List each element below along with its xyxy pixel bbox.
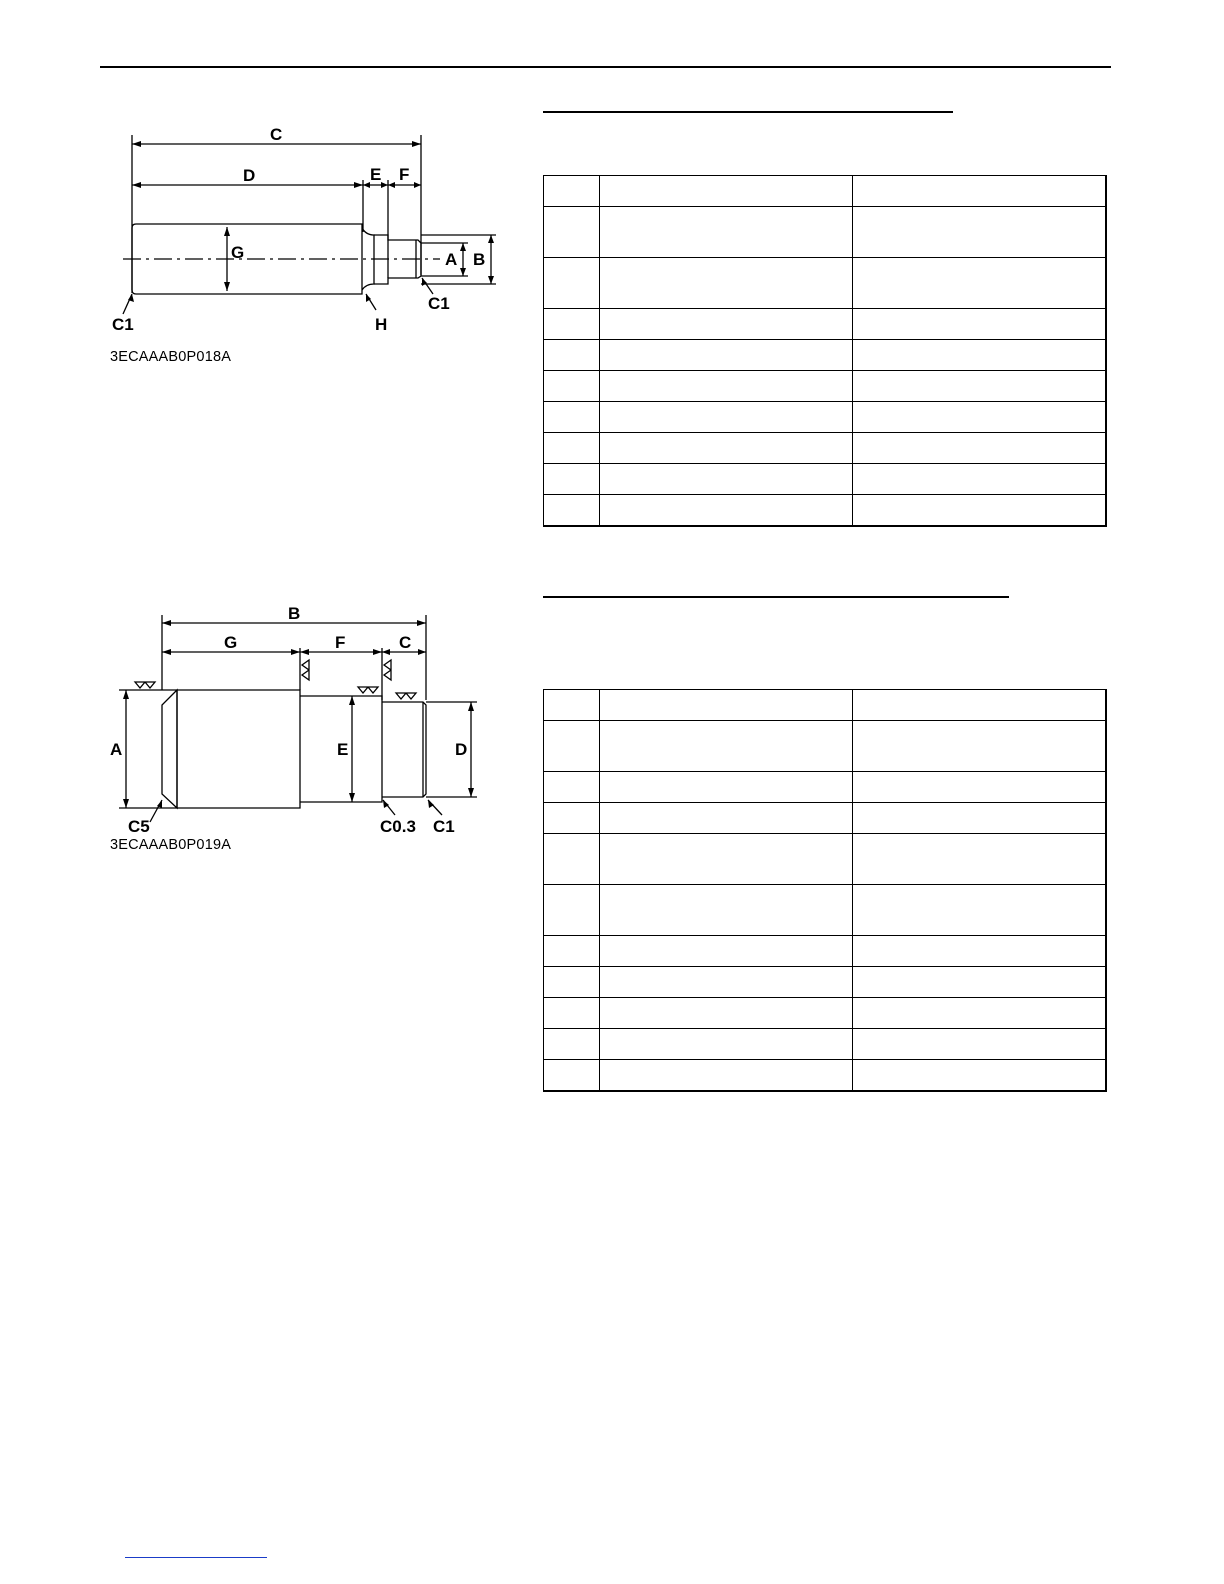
table-row [544, 936, 1106, 967]
table-header-row [544, 176, 1106, 207]
table-cell [600, 258, 853, 309]
table-cell [544, 495, 600, 527]
table-row [544, 998, 1106, 1029]
table-cell [853, 402, 1106, 433]
dim-label-e2: E [337, 740, 349, 759]
dim-label-g: G [231, 243, 245, 262]
figure-caption-2: 3ECAAAB0P019A [110, 837, 232, 853]
dim-label-a2: A [110, 740, 123, 759]
table-cell [853, 433, 1106, 464]
table-cell [544, 1029, 600, 1060]
spec-table-2 [543, 689, 1107, 1092]
table-cell [544, 834, 600, 885]
fillet-label-h: H [375, 315, 388, 334]
table-cell [544, 258, 600, 309]
dim-label-f: F [399, 165, 410, 184]
dim-label-a: A [445, 250, 458, 269]
table-cell [600, 721, 853, 772]
table-cell [853, 1060, 1106, 1092]
table-row [544, 1029, 1106, 1060]
table-cell [544, 721, 600, 772]
dim-label-b2: B [288, 604, 301, 623]
table-cell [544, 207, 600, 258]
table-row [544, 772, 1106, 803]
table-cell [544, 690, 600, 721]
table-cell [544, 936, 600, 967]
table-row [544, 834, 1106, 885]
table-row [544, 885, 1106, 936]
table-cell [600, 967, 853, 998]
footer-link-underline[interactable] [125, 1557, 267, 1558]
table-cell [544, 309, 600, 340]
table-cell [853, 690, 1106, 721]
table-cell [544, 464, 600, 495]
table-row [544, 309, 1106, 340]
table-cell [853, 371, 1106, 402]
table-cell [600, 464, 853, 495]
dim-label-d: D [243, 166, 256, 185]
table-cell [853, 998, 1106, 1029]
table-cell [600, 1060, 853, 1092]
table-header-row [544, 690, 1106, 721]
table-cell [600, 1029, 853, 1060]
table-cell [600, 998, 853, 1029]
table-cell [600, 803, 853, 834]
chamfer-label-c1-left: C1 [112, 315, 134, 334]
chamfer-label-c03: C0.3 [380, 817, 416, 836]
table-cell [853, 207, 1106, 258]
table-row [544, 433, 1106, 464]
dim-label-g2: G [224, 633, 238, 652]
table-cell [544, 803, 600, 834]
table-cell [853, 803, 1106, 834]
table-cell [600, 371, 853, 402]
table-cell [600, 309, 853, 340]
table-cell [853, 309, 1106, 340]
table-row [544, 340, 1106, 371]
table-cell [544, 1060, 600, 1092]
dim-label-b: B [473, 250, 486, 269]
table-cell [853, 340, 1106, 371]
section-heading-rule-2 [543, 596, 1009, 598]
chamfer-label-c1: C1 [433, 817, 455, 836]
table-cell [853, 464, 1106, 495]
table-cell [544, 967, 600, 998]
dim-label-d2: D [455, 740, 468, 759]
table-row [544, 803, 1106, 834]
table-cell [544, 772, 600, 803]
spec-table-1 [543, 175, 1107, 527]
table-cell [600, 885, 853, 936]
table-cell [853, 772, 1106, 803]
table-row [544, 464, 1106, 495]
table-cell [853, 834, 1106, 885]
table-cell [853, 1029, 1106, 1060]
table-cell [600, 772, 853, 803]
table-row [544, 402, 1106, 433]
table-cell [544, 998, 600, 1029]
table-row [544, 371, 1106, 402]
table-cell [853, 967, 1106, 998]
table-cell [600, 433, 853, 464]
table-cell [544, 885, 600, 936]
bushing-drawing-2 [0, 0, 520, 880]
dim-label-f2: F [335, 633, 346, 652]
table-cell [544, 402, 600, 433]
table-cell [600, 176, 853, 207]
table-row [544, 1060, 1106, 1092]
dim-label-c: C [270, 125, 283, 144]
table-cell [853, 495, 1106, 527]
section-heading-rule-1 [543, 111, 953, 113]
table-cell [544, 371, 600, 402]
table-cell [600, 207, 853, 258]
table-cell [853, 258, 1106, 309]
table-cell [853, 176, 1106, 207]
table-cell [600, 495, 853, 527]
table-cell [600, 690, 853, 721]
chamfer-label-c5: C5 [128, 817, 150, 836]
table-cell [853, 936, 1106, 967]
dim-label-e: E [370, 165, 382, 184]
table-cell [600, 834, 853, 885]
table-row [544, 967, 1106, 998]
table-row [544, 721, 1106, 772]
figure-caption-1: 3ECAAAB0P018A [110, 349, 232, 365]
table-cell [600, 936, 853, 967]
table-row [544, 258, 1106, 309]
table-cell [853, 885, 1106, 936]
chamfer-label-c1-right: C1 [428, 294, 450, 313]
dim-label-c2: C [399, 633, 412, 652]
table-cell [600, 340, 853, 371]
table-cell [544, 340, 600, 371]
table-row [544, 207, 1106, 258]
table-cell [853, 721, 1106, 772]
table-cell [544, 176, 600, 207]
table-cell [600, 402, 853, 433]
table-row [544, 495, 1106, 527]
table-cell [544, 433, 600, 464]
